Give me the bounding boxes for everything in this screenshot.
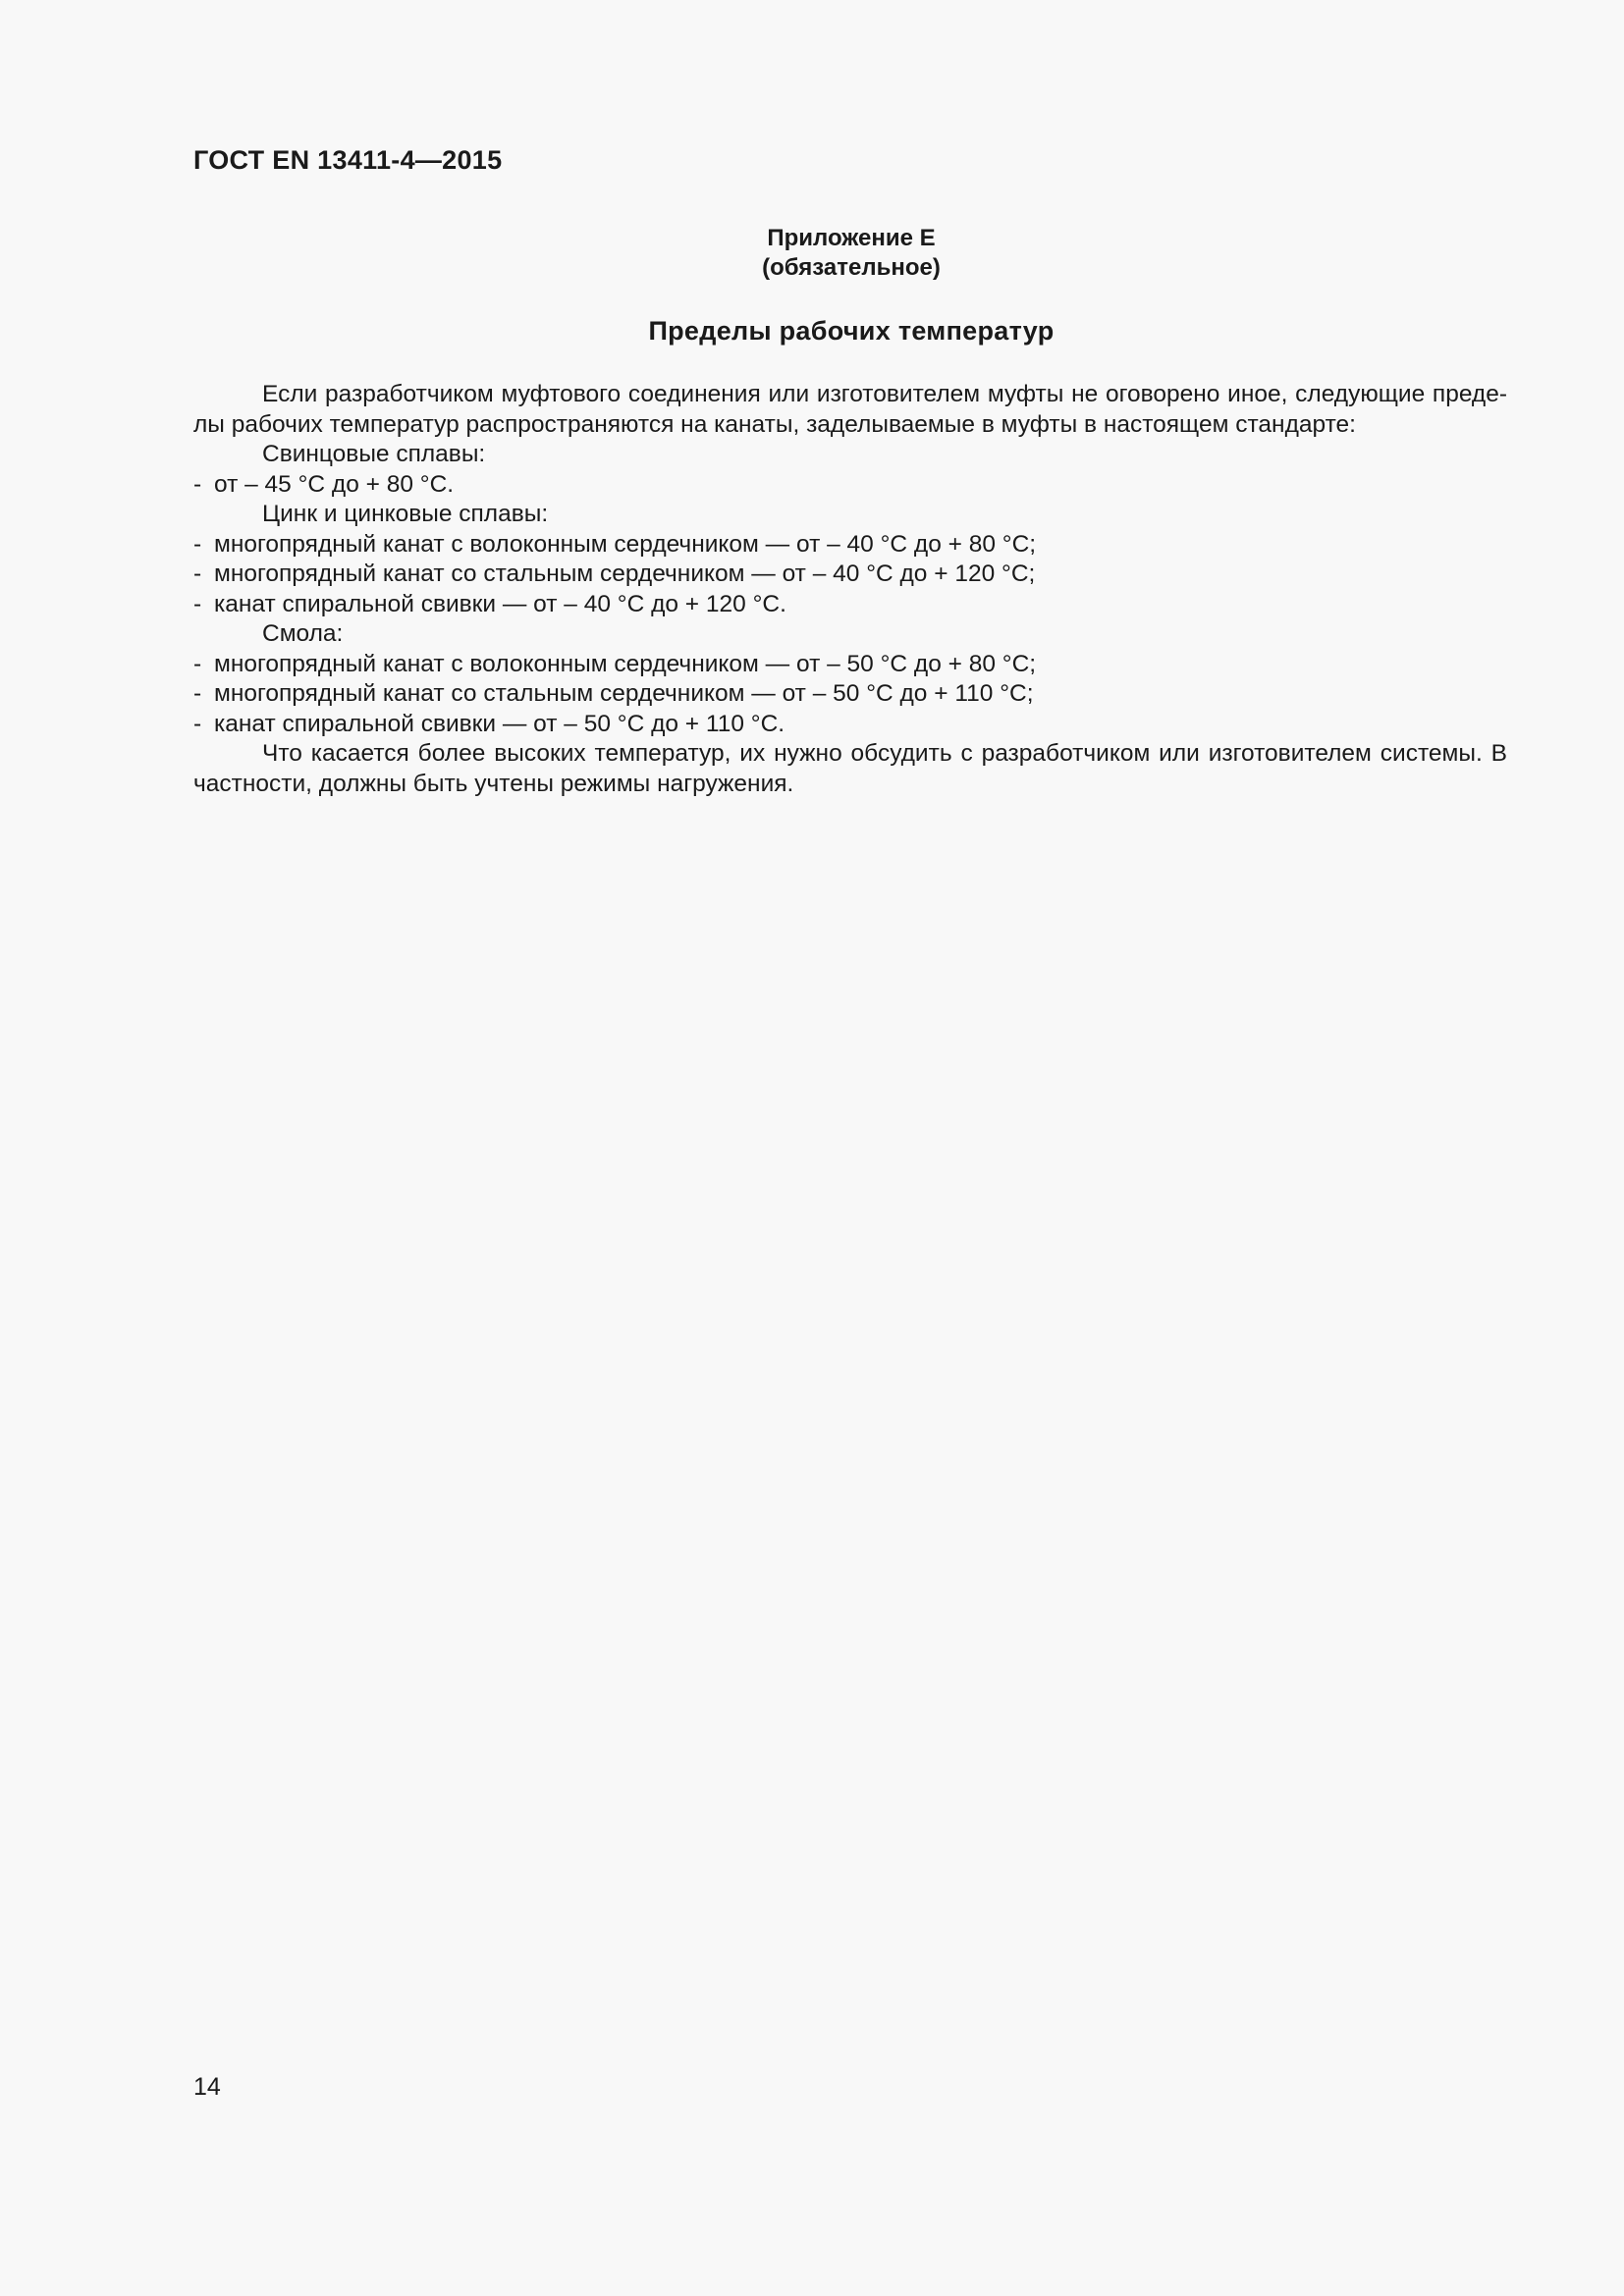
bullet-dash: -	[193, 650, 202, 677]
intro-paragraph: Если разработчиком муфтового соединения или изготовителем муфты не оговорено иное, следующие пределы рабочих температур распространяются на канаты, заделываемые в муфты в настоящем стандарте:	[193, 381, 1507, 438]
list-item	[193, 590, 1507, 620]
group-heading-lead: Свинцовые сплавы:	[262, 441, 486, 467]
list-item-text: канат спиральной свивки — от – 50 °С до + 110 °С.	[214, 710, 785, 737]
annex-heading	[193, 224, 1509, 283]
list-item-text: от – 45 °С до + 80 °С.	[214, 470, 455, 498]
list-item	[193, 650, 1507, 680]
list-item-text: многопрядный канат со стальным сердечником — от – 40 °С до + 120 °С;	[214, 561, 1036, 587]
list-item	[193, 679, 1507, 710]
bullet-dash: -	[193, 561, 202, 587]
bullet-dash: -	[193, 470, 202, 498]
bullet-dash: -	[193, 590, 202, 617]
bullet-dash: -	[193, 530, 202, 558]
group-heading-zinc: Цинк и цинковые сплавы:	[262, 501, 549, 527]
annex-status: (обязательное)	[762, 254, 941, 281]
list-item	[193, 470, 1507, 501]
list-item	[193, 530, 1507, 561]
list-item	[193, 560, 1507, 590]
annex-title: Приложение Е	[767, 225, 936, 251]
list-item-text: канат спиральной свивки — от – 40 °С до + 120 °С.	[214, 590, 786, 617]
list-item-text: многопрядный канат со стальным сердечником — от – 50 °С до + 110 °С;	[214, 680, 1034, 707]
list-item-text: многопрядный канат с волоконным сердечником — от – 50 °С до + 80 °С;	[214, 650, 1037, 677]
body-text	[193, 380, 1507, 799]
section-title: Пределы рабочих температур	[648, 316, 1055, 346]
document-code-header: ГОСТ EN 13411-4—2015	[193, 145, 503, 175]
bullet-dash: -	[193, 710, 202, 737]
bullet-dash: -	[193, 680, 202, 707]
group-heading-resin: Смола:	[262, 620, 344, 647]
closing-paragraph: Что касается более высоких температур, их нужно обсудить с разработчиком или изготовителем системы. В частности, должны быть учтены режимы нагружения.	[193, 740, 1507, 797]
page-number: 14	[193, 2073, 221, 2101]
list-item	[193, 710, 1507, 740]
list-item-text: многопрядный канат с волоконным сердечником — от – 40 °С до + 80 °С;	[214, 530, 1037, 558]
